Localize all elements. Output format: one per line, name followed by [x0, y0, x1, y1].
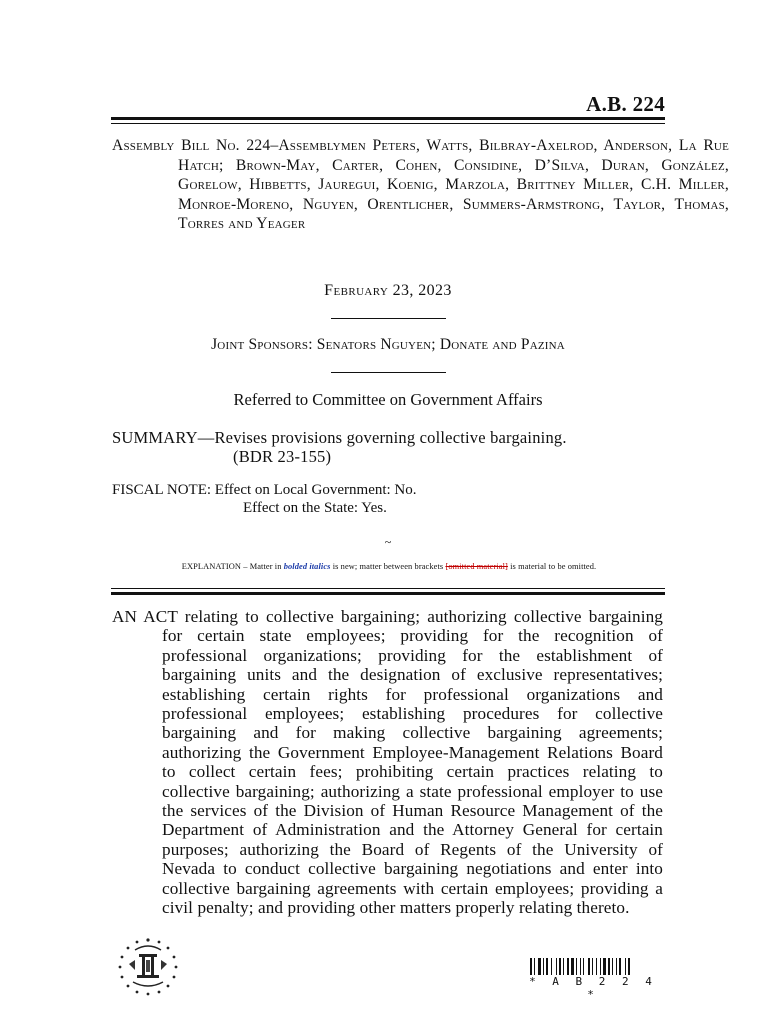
barcode-bar	[563, 958, 564, 975]
explanation-prefix: EXPLANATION – Matter in	[181, 562, 284, 571]
explanation-suffix: is material to be omitted.	[507, 562, 597, 571]
summary-line: SUMMARY—Revises provisions governing collective bargaining.	[112, 428, 567, 447]
introduction-date: February 23, 2023	[324, 282, 452, 299]
state-seal-icon	[115, 936, 181, 998]
barcode-bar	[603, 958, 606, 975]
barcode-bar	[551, 958, 552, 975]
header-rule-thin	[111, 123, 665, 124]
barcode-bar	[600, 958, 601, 975]
barcode-bar	[556, 958, 557, 975]
barcode-bar	[546, 958, 548, 975]
tilde-mark: ~	[384, 535, 392, 549]
joint-sponsors: Joint Sponsors: Senators Nguyen; Donate and Pazina	[211, 336, 565, 353]
fiscal-state: Effect on the State: Yes.	[243, 500, 387, 516]
barcode-bar	[608, 958, 610, 975]
barcode-bar	[567, 958, 569, 975]
fiscal-local: FISCAL NOTE: Effect on Local Government: No.	[112, 482, 417, 498]
barcode-bar	[559, 958, 561, 975]
bill-number: A.B. 224	[586, 92, 665, 116]
barcode-text: * A B 2 2 4 *	[529, 975, 657, 1001]
summary-bdr: (BDR 23-155)	[233, 447, 332, 466]
body-rule-thick	[111, 592, 665, 595]
explanation-note	[112, 562, 666, 571]
explanation-middle: is new; matter between brackets	[330, 562, 446, 571]
bill-authors: Assembly Bill No. 224–Assemblymen Peters, Watts, Bilbray-Axelrod, Anderson, La Rue Hatch; Brown-May, Carter, Cohen, Considine, D’Silva, Duran, González, Gorelow, Hibbetts, Jauregui, Koenig, Marzola, Brittney Miller, C.H. Miller, Monroe-Moreno, Nguyen, Orentlicher, Summers-Armstrong, Taylor, Thomas, Torres and Yeager	[112, 137, 729, 233]
barcode-bar	[571, 958, 574, 975]
barcode-bar	[530, 958, 532, 975]
body-rule-thin	[111, 588, 665, 589]
barcode-bar	[596, 958, 597, 975]
barcode-bar	[588, 958, 590, 975]
barcode-bar	[576, 958, 577, 975]
barcode-bar	[592, 958, 593, 975]
barcode-bar	[612, 958, 613, 975]
committee-referral: Referred to Committee on Government Affairs	[233, 390, 543, 409]
barcode-bar	[580, 958, 581, 975]
barcode-bar	[625, 958, 626, 975]
barcode-bar	[628, 958, 630, 975]
act-title: AN ACT relating to collective bargaining; authorizing collective bargaining for certain state employees; providing for the recognition of professional organizations; providing for the establishment of bargaining units and the designation of exclusive representatives; establishing certain rights for professional organizations and professional employees; establishing procedures for collective bargaining and for making collective bargaining agreements; authorizing the Government Employee-Management Relations Board to collect certain fees; prohibiting certain practices relating to collective bargaining; authorizing a state professional employer to use the services of the Division of Human Resource Management of the Department of Administration and the Attorney General for certain purposes; authorizing the Board of Regents of the University of Nevada to conduct collective bargaining negotiations and enter into collective bargaining agreements with certain employees; providing a civil penalty; and providing other matters properly relating thereto.	[112, 607, 663, 918]
explanation-bold-italic: bolded italics	[283, 562, 331, 571]
barcode-bar	[543, 958, 544, 975]
barcode-bar	[534, 958, 535, 975]
barcode-bar	[616, 958, 617, 975]
bill-summary	[112, 428, 663, 466]
separator-line	[331, 318, 446, 319]
header-rule-thick	[111, 117, 665, 120]
barcode-bar	[619, 958, 621, 975]
barcode-bar	[583, 958, 584, 975]
explanation-omitted: [omitted material]	[445, 562, 508, 571]
barcode-bar	[538, 958, 541, 975]
fiscal-note	[112, 481, 663, 517]
separator-line	[331, 372, 446, 373]
